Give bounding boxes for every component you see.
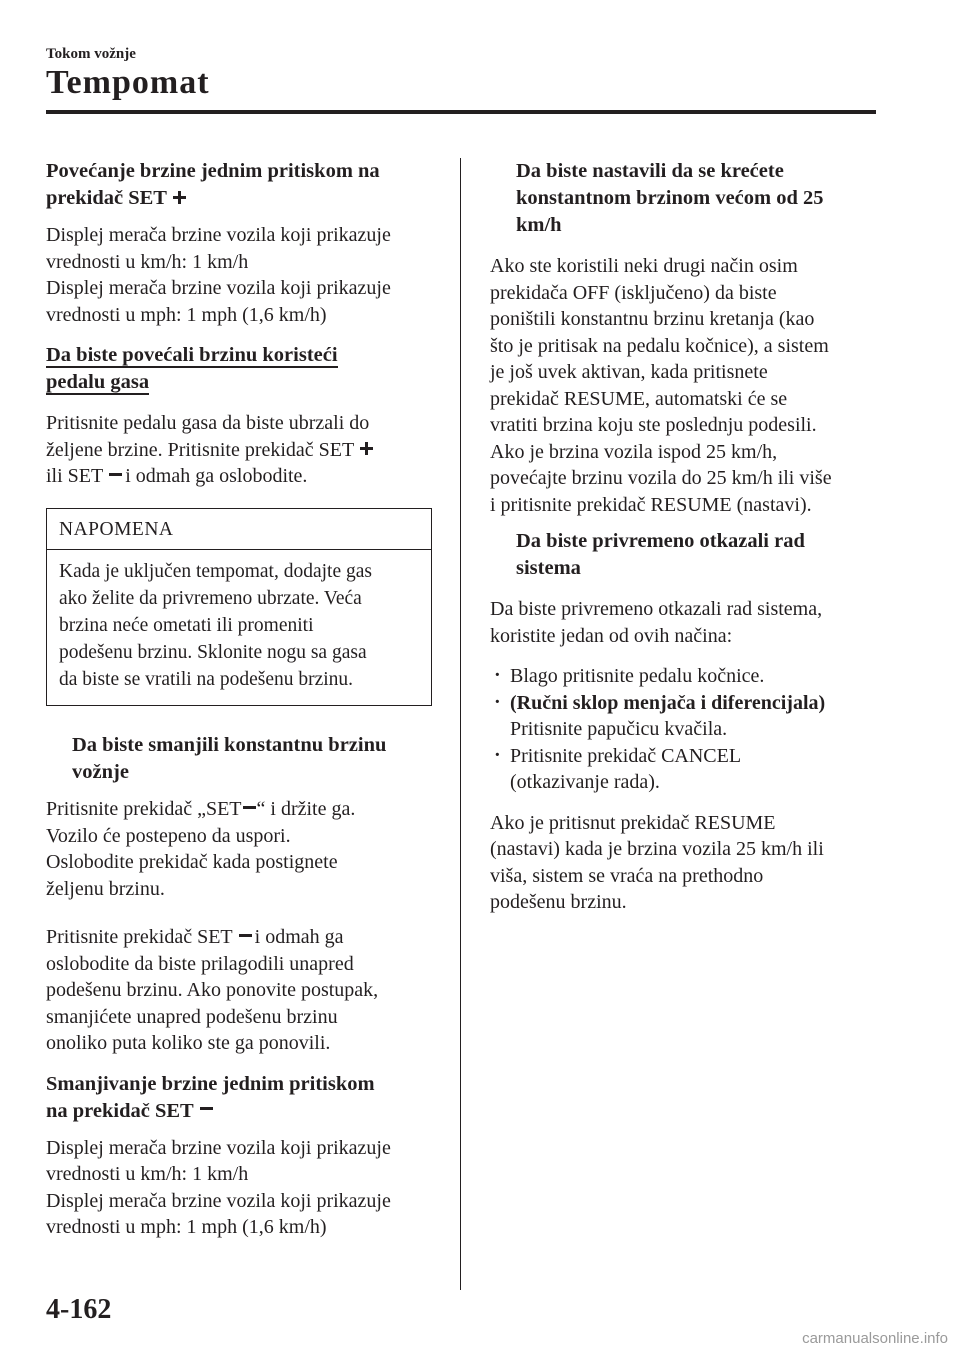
note-box	[46, 508, 432, 707]
minus-icon	[200, 1107, 213, 1110]
section-label: Tokom vožnje	[46, 46, 136, 62]
title-rule	[46, 110, 876, 114]
minus-icon	[239, 934, 252, 937]
page-title: Tempomat	[46, 64, 210, 101]
note-body: Kada je uključen tempomat, dodajte gas ako želite da privremeno ubrzate. Veća brzina neće ometati ili promeniti podešenu brzinu. Sklonite nogu sa gasa da biste se vratili na podešenu brzinu.	[59, 561, 372, 690]
paragraph-decrease-display: Displej merača brzine vozila koji prikazuje vrednosti u km/h: 1 km/h Displej merača brzine vozila koji prikazuje vrednosti u mph: 1 mph (1,6 km/h)	[46, 1136, 391, 1238]
watermark: carmanualsonline.info	[802, 1330, 948, 1347]
heading-resume-above-25: Da biste nastavili da se krećete konstantnom brzinom većom od 25 km/h	[516, 160, 824, 236]
heading-decrease-one-press: Smanjivanje brzine jednim pritiskom na prekidač SET	[46, 1072, 375, 1122]
heading-cancel-temporarily: Da biste privremeno otkazali rad sistema	[516, 530, 805, 579]
column-divider	[460, 158, 461, 1290]
paragraph-accelerator: Pritisnite pedalu gasa da biste ubrzali do željene brzine. Pritisnite prekidač SET ili SET i odmah ga oslobodite.	[46, 410, 432, 490]
list-item: · Pritisnite prekidač CANCEL (otkazivanje rada).	[490, 743, 874, 796]
heading-reduce-speed: Da biste smanjili konstantnu brzinu vožnje	[72, 734, 387, 783]
paragraph-reduce-hold: Pritisnite prekidač „SET “ i držite ga. Vozilo će postepeno da uspori. Oslobodite prekidač kada postignete željenu brzinu.	[46, 798, 356, 900]
list-item: · Blago pritisnite pedalu kočnice.	[490, 663, 874, 690]
paragraph-reduce-tap: Pritisnite prekidač SET i odmah ga oslobodite da biste prilagodili unapred podešenu brzinu. Ako ponovite postupak, smanjićete unapred podešenu brzinu onoliko puta koliko ste ga ponovili.	[46, 926, 379, 1054]
minus-icon	[243, 806, 256, 809]
plus-icon	[173, 191, 186, 204]
left-column	[46, 158, 432, 1241]
right-column	[490, 158, 874, 916]
page-number: 4-162	[46, 1294, 112, 1325]
cancel-methods-list	[490, 663, 874, 796]
note-title: NAPOMENA	[47, 509, 431, 551]
list-item: · (Ručni sklop menjača i diferencijala) Pritisnite papučicu kvačila.	[490, 690, 874, 743]
minus-icon	[109, 473, 122, 476]
heading-accelerator-pedal: Da biste povećali brzinu koristeći pedalu gasa	[46, 344, 338, 393]
heading-increase-one-press: Povećanje brzine jednim pritiskom na prekidač SET	[46, 160, 380, 209]
paragraph-resume: Ako ste koristili neki drugi način osim prekidača OFF (isključeno) da biste poništili konstantnu brzinu kretanja (kao što je pritisak na pedalu kočnice), a sistem je još uvek aktivan, kada pritisnete prekidač RESUME, automatski će se vratiti brzina koju ste poslednju podesili. Ako je brzina vozila ispod 25 km/h, povećajte brzinu vozila do 25 km/h ili više i pritisnite prekidač RESUME (nastavi).	[490, 255, 832, 516]
plus-icon	[360, 442, 373, 455]
paragraph-resume-after-cancel: Ako je pritisnut prekidač RESUME (nastavi) kada je brzina vozila 25 km/h ili viša, sistem se vraća na prethodno podešenu brzinu.	[490, 811, 824, 913]
paragraph-cancel-intro: Da biste privremeno otkazali rad sistema, koristite jedan od ovih načina:	[490, 598, 823, 647]
paragraph-increase-display: Displej merača brzine vozila koji prikazuje vrednosti u km/h: 1 km/h Displej merača brzine vozila koji prikazuje vrednosti u mph: 1 mph (1,6 km/h)	[46, 224, 391, 326]
